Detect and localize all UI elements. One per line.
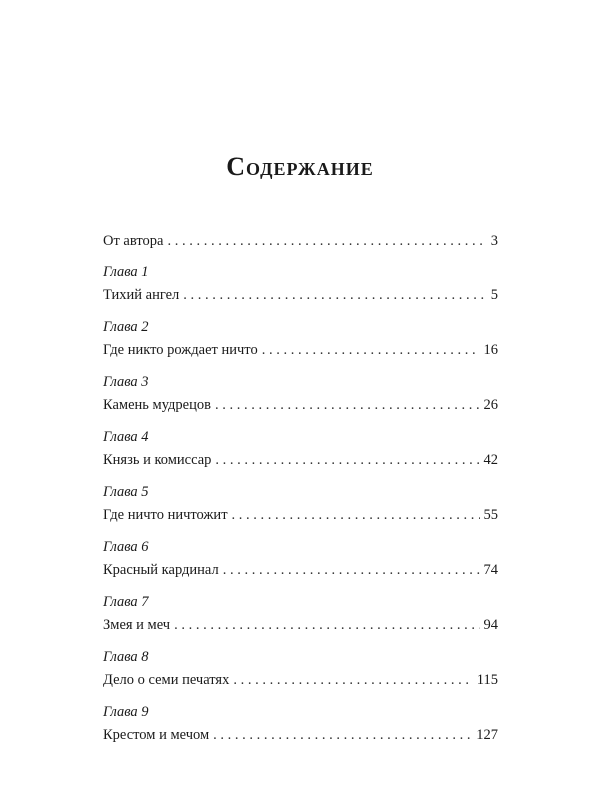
- page-title: Содержание: [226, 152, 374, 181]
- dot-leader: [215, 394, 480, 417]
- toc-chapter-5[interactable]: [103, 481, 498, 527]
- toc-page-number: 42: [483, 452, 498, 468]
- dot-leader: [215, 449, 479, 472]
- toc-chapter-3[interactable]: [103, 371, 498, 417]
- toc-entry-title: Где никто рождает ничто: [103, 342, 258, 358]
- toc-chapter-2[interactable]: [103, 316, 498, 362]
- chapter-label: Глава 1: [103, 264, 149, 280]
- chapter-label: Глава 4: [103, 429, 149, 445]
- toc-chapter-6[interactable]: [103, 536, 498, 582]
- toc-entry-title: Дело о семи печатях: [103, 672, 230, 688]
- table-of-contents: [103, 230, 498, 756]
- toc-chapter-7[interactable]: [103, 591, 498, 637]
- toc-entry-title: Тихий ангел: [103, 287, 180, 303]
- toc-page-number: 74: [483, 562, 498, 578]
- toc-page-number: 115: [476, 672, 498, 688]
- toc-entry: [103, 559, 498, 582]
- toc-entry: [103, 504, 498, 527]
- dot-leader: [232, 504, 480, 527]
- toc-entry-title: Князь и комиссар: [103, 452, 212, 468]
- dot-leader: [223, 559, 480, 582]
- toc-entry: [103, 614, 498, 637]
- toc-page-number: 127: [476, 727, 498, 743]
- toc-entry-title: Красный кардинал: [103, 562, 219, 578]
- chapter-label: Глава 9: [103, 704, 149, 720]
- toc-chapter-9[interactable]: [103, 701, 498, 747]
- chapter-label: Глава 2: [103, 319, 149, 335]
- dot-leader: [167, 230, 486, 253]
- toc-entry-preface[interactable]: [103, 230, 498, 253]
- dot-leader: [233, 669, 472, 692]
- toc-page-number: 26: [483, 397, 498, 413]
- toc-entry-title: Где ничто ничтожит: [103, 507, 228, 523]
- toc-entry: [103, 724, 498, 747]
- toc-chapter-4[interactable]: [103, 426, 498, 472]
- toc-entry-title: Крестом и мечом: [103, 727, 210, 743]
- toc-entry: [103, 284, 498, 307]
- chapter-label: Глава 7: [103, 594, 149, 610]
- toc-page-number: 55: [483, 507, 498, 523]
- toc-chapter-8[interactable]: [103, 646, 498, 692]
- toc-entry-title: Змея и меч: [103, 617, 171, 633]
- toc-entry: [103, 339, 498, 362]
- toc-page-number: 16: [483, 342, 498, 358]
- toc-entry-title: От автора: [103, 233, 164, 249]
- dot-leader: [262, 339, 480, 362]
- chapter-label: Глава 6: [103, 539, 149, 555]
- toc-page-number: 3: [490, 233, 498, 249]
- chapter-label: Глава 3: [103, 374, 149, 390]
- toc-entry-title: Камень мудрецов: [103, 397, 211, 413]
- toc-page-number: 94: [483, 617, 498, 633]
- toc-entry: [103, 669, 498, 692]
- dot-leader: [183, 284, 486, 307]
- dot-leader: [213, 724, 472, 747]
- chapter-label: Глава 8: [103, 649, 149, 665]
- toc-entry: [103, 449, 498, 472]
- toc-entry: [103, 394, 498, 417]
- toc-chapter-1[interactable]: [103, 261, 498, 307]
- dot-leader: [174, 614, 479, 637]
- toc-page-number: 5: [490, 287, 498, 303]
- chapter-label: Глава 5: [103, 484, 149, 500]
